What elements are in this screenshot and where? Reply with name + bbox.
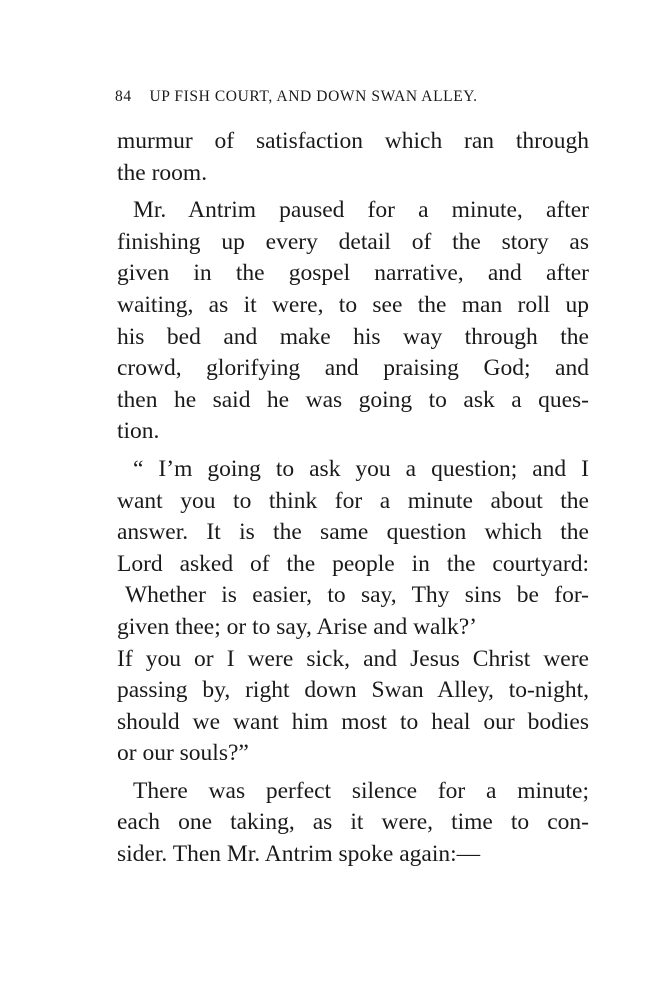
text-line: each one taking, as it were, time to con- — [117, 809, 589, 836]
text-line: Whether is easier, to say, Thy sins be for- — [125, 582, 589, 609]
text-line: then he said he was going to ask a ques- — [117, 386, 589, 413]
body-text — [117, 126, 589, 871]
text-line: want you to think for a minute about the — [117, 487, 589, 514]
text-line: given in the gospel narrative, and after — [117, 260, 589, 287]
running-head — [115, 88, 595, 112]
text-line: sider. Then Mr. Antrim spoke again:— — [117, 841, 481, 868]
text-line: his bed and make his way through the — [117, 323, 589, 350]
text-line: or our souls?” — [117, 740, 249, 767]
paragraph-1 — [117, 126, 589, 189]
text-line: waiting, as it were, to see the man roll up — [117, 291, 589, 318]
text-line: should we want him most to heal our bodies — [117, 708, 589, 735]
page-number: 84 — [115, 88, 132, 105]
text-line: Mr. Antrim paused for a minute, after — [133, 197, 589, 224]
paragraph-3 — [117, 454, 589, 770]
text-line: “ I’m going to ask you a question; and I — [133, 455, 589, 482]
text-line: If you or I were sick, and Jesus Christ were — [117, 645, 589, 672]
text-line: passing by, right down Swan Alley, to-night, — [117, 677, 589, 704]
text-line: tion. — [117, 418, 160, 445]
text-line: answer. It is the same question which the — [117, 519, 589, 546]
text-line: Lord asked of the people in the courtyard: — [117, 550, 589, 577]
text-line: There was perfect silence for a minute; — [133, 777, 589, 804]
text-line: finishing up every detail of the story as — [117, 228, 589, 255]
paragraph-4 — [117, 776, 589, 871]
paragraph-2 — [117, 195, 589, 448]
running-title: UP FISH COURT, AND DOWN SWAN ALLEY. — [149, 88, 478, 105]
text-line: the room. — [117, 159, 208, 186]
text-line: given thee; or to say, Arise and walk?’ — [117, 613, 478, 640]
text-line: murmur of satisfaction which ran through — [117, 128, 589, 154]
text-line: crowd, glorifying and praising God; and — [117, 355, 589, 382]
